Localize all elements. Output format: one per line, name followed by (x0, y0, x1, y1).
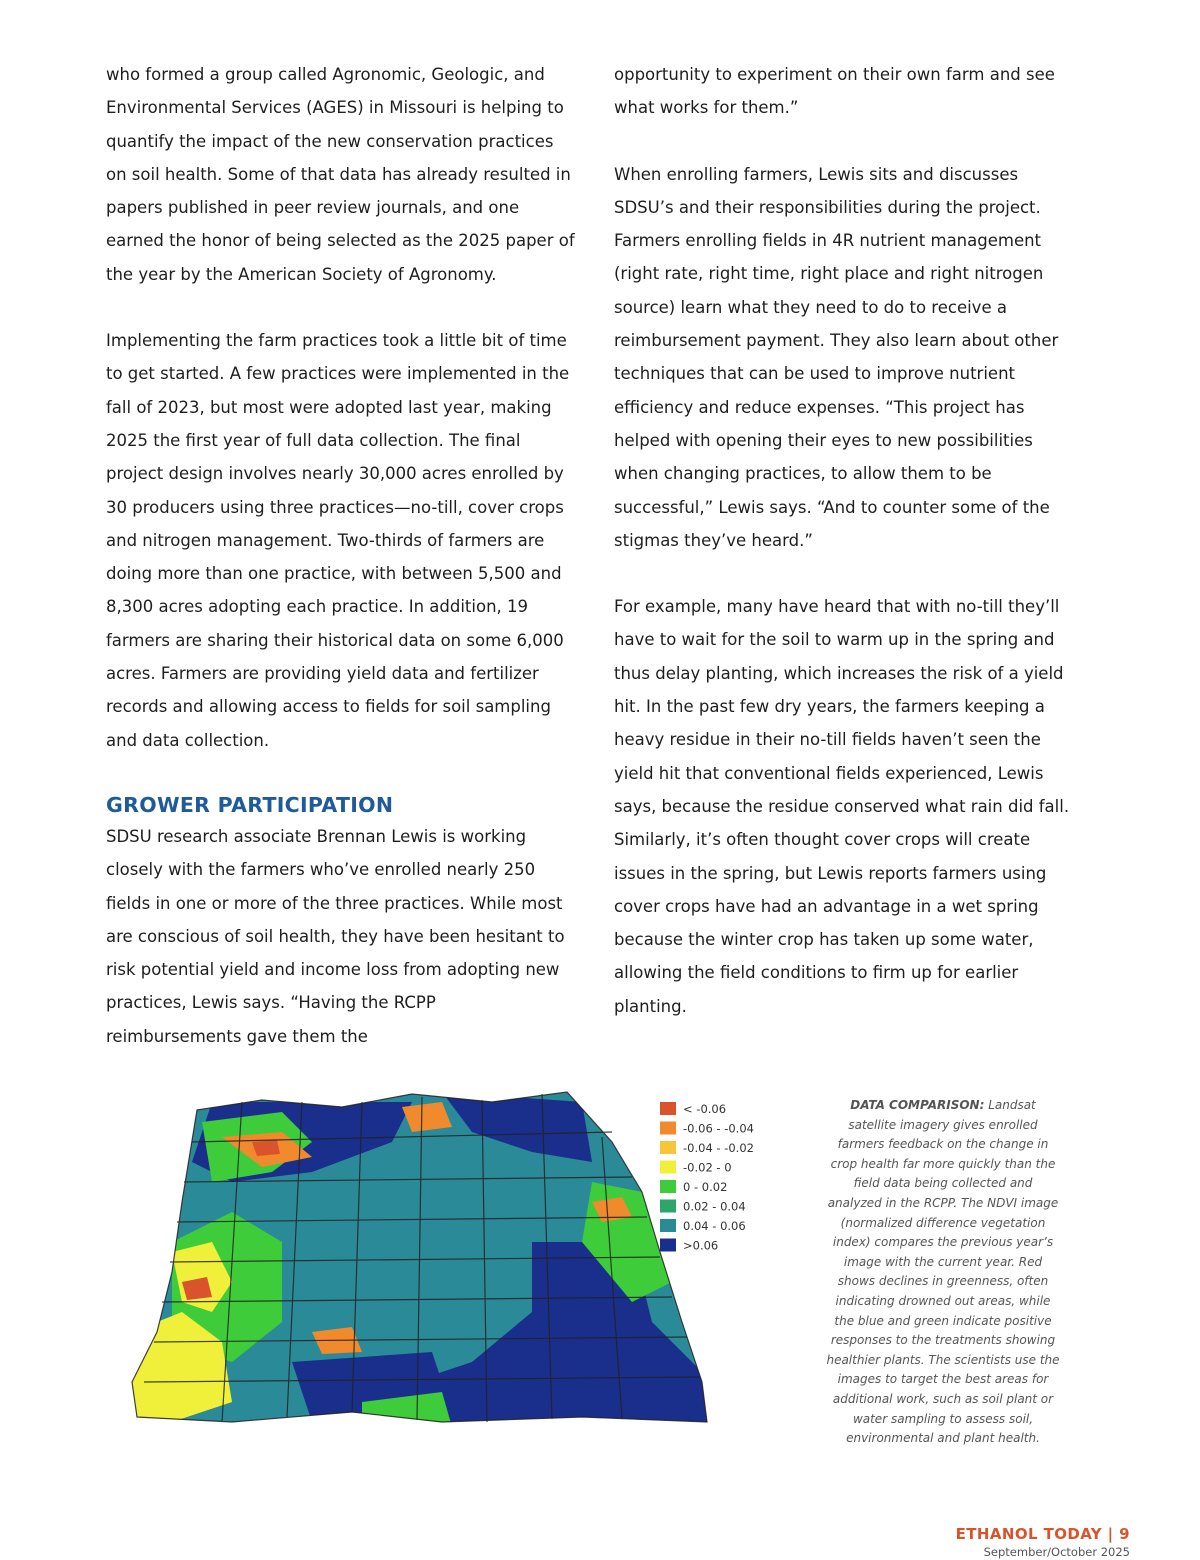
page-footer (956, 1525, 1130, 1560)
ndvi-comparison-map (112, 1082, 772, 1457)
legend-swatch (660, 1219, 676, 1232)
legend-label: >0.06 (683, 1238, 719, 1253)
legend-swatch (660, 1239, 676, 1252)
legend-swatch (660, 1180, 676, 1193)
article-paragraph: who formed a group called Agronomic, Geologic, and Environmental Services (AGES) in Missouri is helping to quantify the impact of the new conservation practices on soil health. Some of that data has already resulted in papers published in peer review journals, and one earned the honor of being selected as the 2025 paper of the year by the American Society of Agronomy. (106, 65, 575, 284)
legend-swatch (660, 1122, 676, 1135)
publication-page-number: ETHANOL TODAY | 9 (955, 1525, 1130, 1543)
issue-date: September/October 2025 (983, 1545, 1130, 1559)
article-paragraph: opportunity to experiment on their own farm and see what works for them.” (614, 65, 1055, 118)
legend-swatch (660, 1141, 676, 1154)
article-paragraph: SDSU research associate Brennan Lewis is working closely with the farmers who’ve enrolled nearly 250 fields in one or more of the three practices. While most are conscious of soil health, they have been hesitant to risk potential yield and income loss from adopting new practices, Lewis says. “Having the RCPP reimbursements gave them the (106, 826, 565, 1046)
legend-swatch (660, 1200, 676, 1213)
ndvi-field-raster (112, 1082, 772, 1457)
legend-label: 0.02 - 0.04 (683, 1199, 746, 1214)
caption-text: Landsat satellite imagery gives enrolled farmers feedback on the change in crop health far more quickly than the field data being collected and analyzed in the RCPP. The NDVI image (normalized difference vegetation index) compares the previous year’s image with the current year. Red shows declines in greenness, often indicating drowned out areas, while the blue and green indicate positive responses to the treatments showing healthier plants. The scientists use the images to target the best areas for additional work, such as soil plant or water sampling to assess soil, environmental and plant health. (826, 1098, 1060, 1446)
article-paragraph: When enrolling farmers, Lewis sits and discusses SDSU’s and their responsibilities during the project. Farmers enrolling fields in 4R nutrient management (right rate, right time, right place and right nitrogen source) learn what they need to do to receive a reimbursement payment. They also learn about other techniques that can be used to improve nutrient efficiency and reduce expenses. “This project has helped with opening their eyes to new possibilities when changing practices, to allow them to be successful,” Lewis says. “And to counter some of the stigmas they’ve heard.” (614, 164, 1059, 550)
right-column (614, 58, 1074, 1023)
ndvi-legend (660, 1102, 754, 1253)
figure-caption (826, 1096, 1060, 1449)
legend-label: -0.04 - -0.02 (683, 1141, 754, 1155)
legend-label: < -0.06 (683, 1102, 727, 1116)
legend-label: -0.06 - -0.04 (683, 1121, 754, 1136)
article-paragraph: Implementing the farm practices took a little bit of time to get started. A few practices were implemented in the fall of 2023, but most were adopted last year, making 2025 the first year of full data collection. The final project design involves nearly 30,000 acres enrolled by 30 producers using three practices—no-till, cover crops and nitrogen management. Two-thirds of farmers are doing more than one practice, with between 5,500 and 8,300 acres adopting each practice. In addition, 19 farmers are sharing their historical data on some 6,000 acres. Farmers are providing yield data and fertilizer records and allowing access to fields for soil sampling and data collection. (106, 331, 570, 750)
legend-label: 0.04 - 0.06 (683, 1219, 746, 1233)
legend-label: -0.02 - 0 (683, 1160, 732, 1175)
section-heading: GROWER PARTICIPATION (106, 792, 394, 817)
legend-label: 0 - 0.02 (683, 1180, 728, 1194)
legend-swatch (660, 1102, 676, 1115)
caption-lead: DATA COMPARISON: (850, 1098, 985, 1112)
left-column (106, 58, 576, 1053)
article-paragraph: For example, many have heard that with no-till they’ll have to wait for the soil to warm up in the spring and thus delay planting, which increases the risk of a yield hit. In the past few dry years, the farmers keeping a heavy residue in their no-till fields haven’t seen the yield hit that conventional fields experienced, Lewis says, because the residue conserved what rain did fall. Similarly, it’s often thought cover crops will create issues in the spring, but Lewis reports farmers using cover crops have had an advantage in a wet spring because the winter crop has taken up some water, allowing the field conditions to firm up for earlier planting. (614, 597, 1070, 1016)
legend-swatch (660, 1161, 676, 1174)
